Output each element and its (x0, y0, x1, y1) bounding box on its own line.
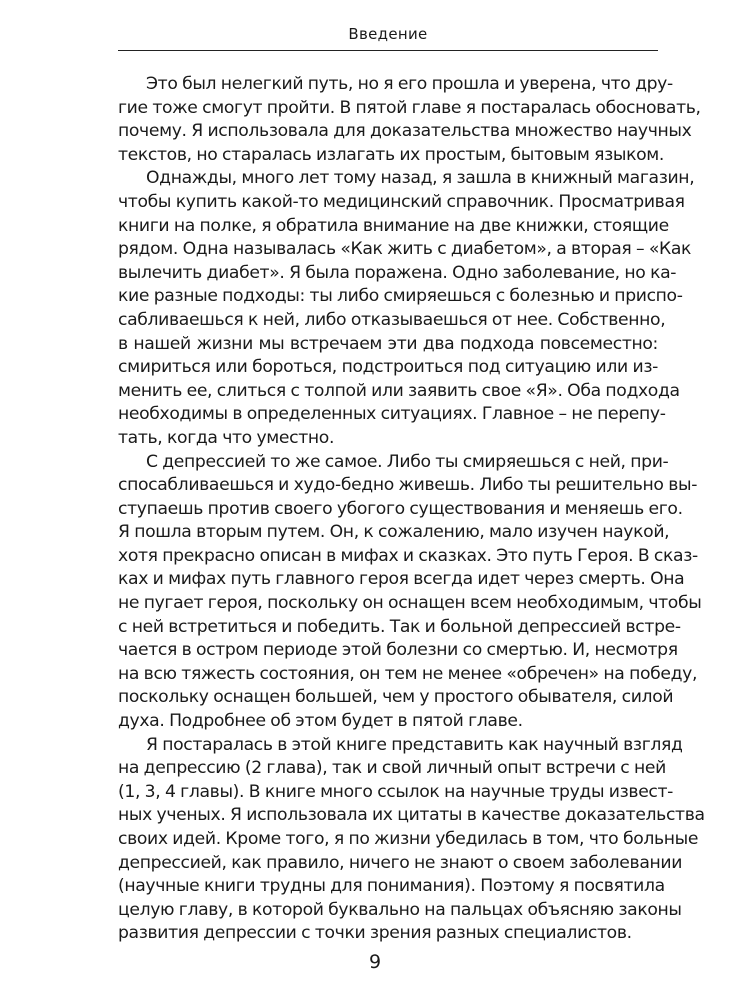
text-line: депрессией, как правило, ничего не знают о своем заболевании (118, 852, 683, 873)
text-line: чается в остром периоде этой болезни со смертью. И, несмотря (118, 640, 678, 661)
text-line: поскольку оснащен большей, чем у простого обывателя, силой (118, 687, 674, 708)
text-line: чтобы купить какой-то медицинский справочник. Просматривая (118, 191, 685, 212)
text-line: гие тоже смогут пройти. В пятой главе я постаралась обосновать, (118, 97, 701, 118)
text-line: целую главу, в которой буквально на пальцах объясняю законы (118, 899, 682, 920)
text-line: Это был нелегкий путь, но я его прошла и уверена, что дру- (146, 74, 673, 94)
text-line: тать, когда что уместно. (118, 427, 335, 448)
paragraph (118, 451, 702, 734)
text-line: в нашей жизни мы встречаем эти два подхода повсеместно: (118, 333, 658, 354)
text-line: необходимы в определенных ситуациях. Главное – не перепу- (118, 404, 666, 425)
text-line: Однажды, много лет тому назад, я зашла в книжный магазин, (146, 168, 695, 189)
text-line: рядом. Одна называлась «Как жить с диабетом», а вторая – «Как (118, 239, 692, 260)
text-line: ступаешь против своего убогого существования и меняешь его. (118, 498, 683, 519)
page-number: 9 (368, 951, 382, 973)
text-line: не пугает героя, поскольку он оснащен всем необходимым, чтобы (118, 593, 702, 614)
text-line: кие разные подходы: ты либо смиряешься с болезнью и приспо- (118, 286, 683, 307)
running-head: Введение (348, 25, 428, 43)
text-line: Я постаралась в этой книге представить как научный взгляд (146, 734, 683, 755)
paragraph (118, 167, 695, 450)
paragraph (118, 734, 705, 946)
body-text (118, 73, 705, 946)
text-line: смириться или бороться, подстроиться под ситуацию или из- (118, 357, 658, 378)
text-line: менить ее, слиться с толпой или заявить свое «Я». Оба подхода (118, 380, 680, 401)
text-line: с ней встретиться и победить. Так и больной депрессией встре- (118, 616, 681, 637)
text-line: вылечить диабет». Я была поражена. Одно заболевание, но ка- (118, 262, 677, 283)
text-line: почему. Я использовала для доказательства множество научных (118, 121, 692, 142)
text-line: спосабливаешься и худо-бедно живешь. Либо ты решительно вы- (118, 475, 698, 496)
text-line: (научные книги трудны для понимания). Поэтому я посвятила (118, 876, 665, 897)
text-line: духа. Подробнее об этом будет в пятой главе. (118, 711, 523, 732)
text-line: ках и мифах путь главного героя всегда идет через смерть. Она (118, 569, 685, 590)
text-line: хотя прекрасно описан в мифах и сказках. Это путь Героя. В сказ- (118, 545, 698, 566)
text-line: С депрессией то же самое. Либо ты смиряешься с ней, при- (146, 451, 669, 472)
text-line: книги на полке, я обратила внимание на две книжки, стоящие (118, 215, 669, 236)
text-line: текстов, но старалась излагать их простым, бытовым языком. (118, 144, 665, 165)
header-rule (118, 50, 658, 51)
text-line: Я пошла вторым путем. Он, к сожалению, мало изучен наукой, (118, 522, 670, 543)
text-line: (1, 3, 4 главы). В книге много ссылок на научные труды извест- (118, 781, 674, 802)
paragraph (118, 73, 701, 167)
text-line: своих идей. Кроме того, я по жизни убедилась в том, что больные (118, 829, 699, 849)
text-line: развития депрессии с точки зрения разных специалистов. (118, 923, 632, 944)
text-line: сабливаешься к ней, либо отказываешься от нее. Собственно, (118, 309, 666, 330)
text-line: ных ученых. Я использовала их цитаты в качестве доказательства (118, 805, 705, 826)
text-line: на всю тяжесть состояния, он тем не менее «обречен» на победу, (118, 663, 698, 684)
text-line: на депрессию (2 глава), так и свой личный опыт встречи с ней (118, 758, 666, 779)
